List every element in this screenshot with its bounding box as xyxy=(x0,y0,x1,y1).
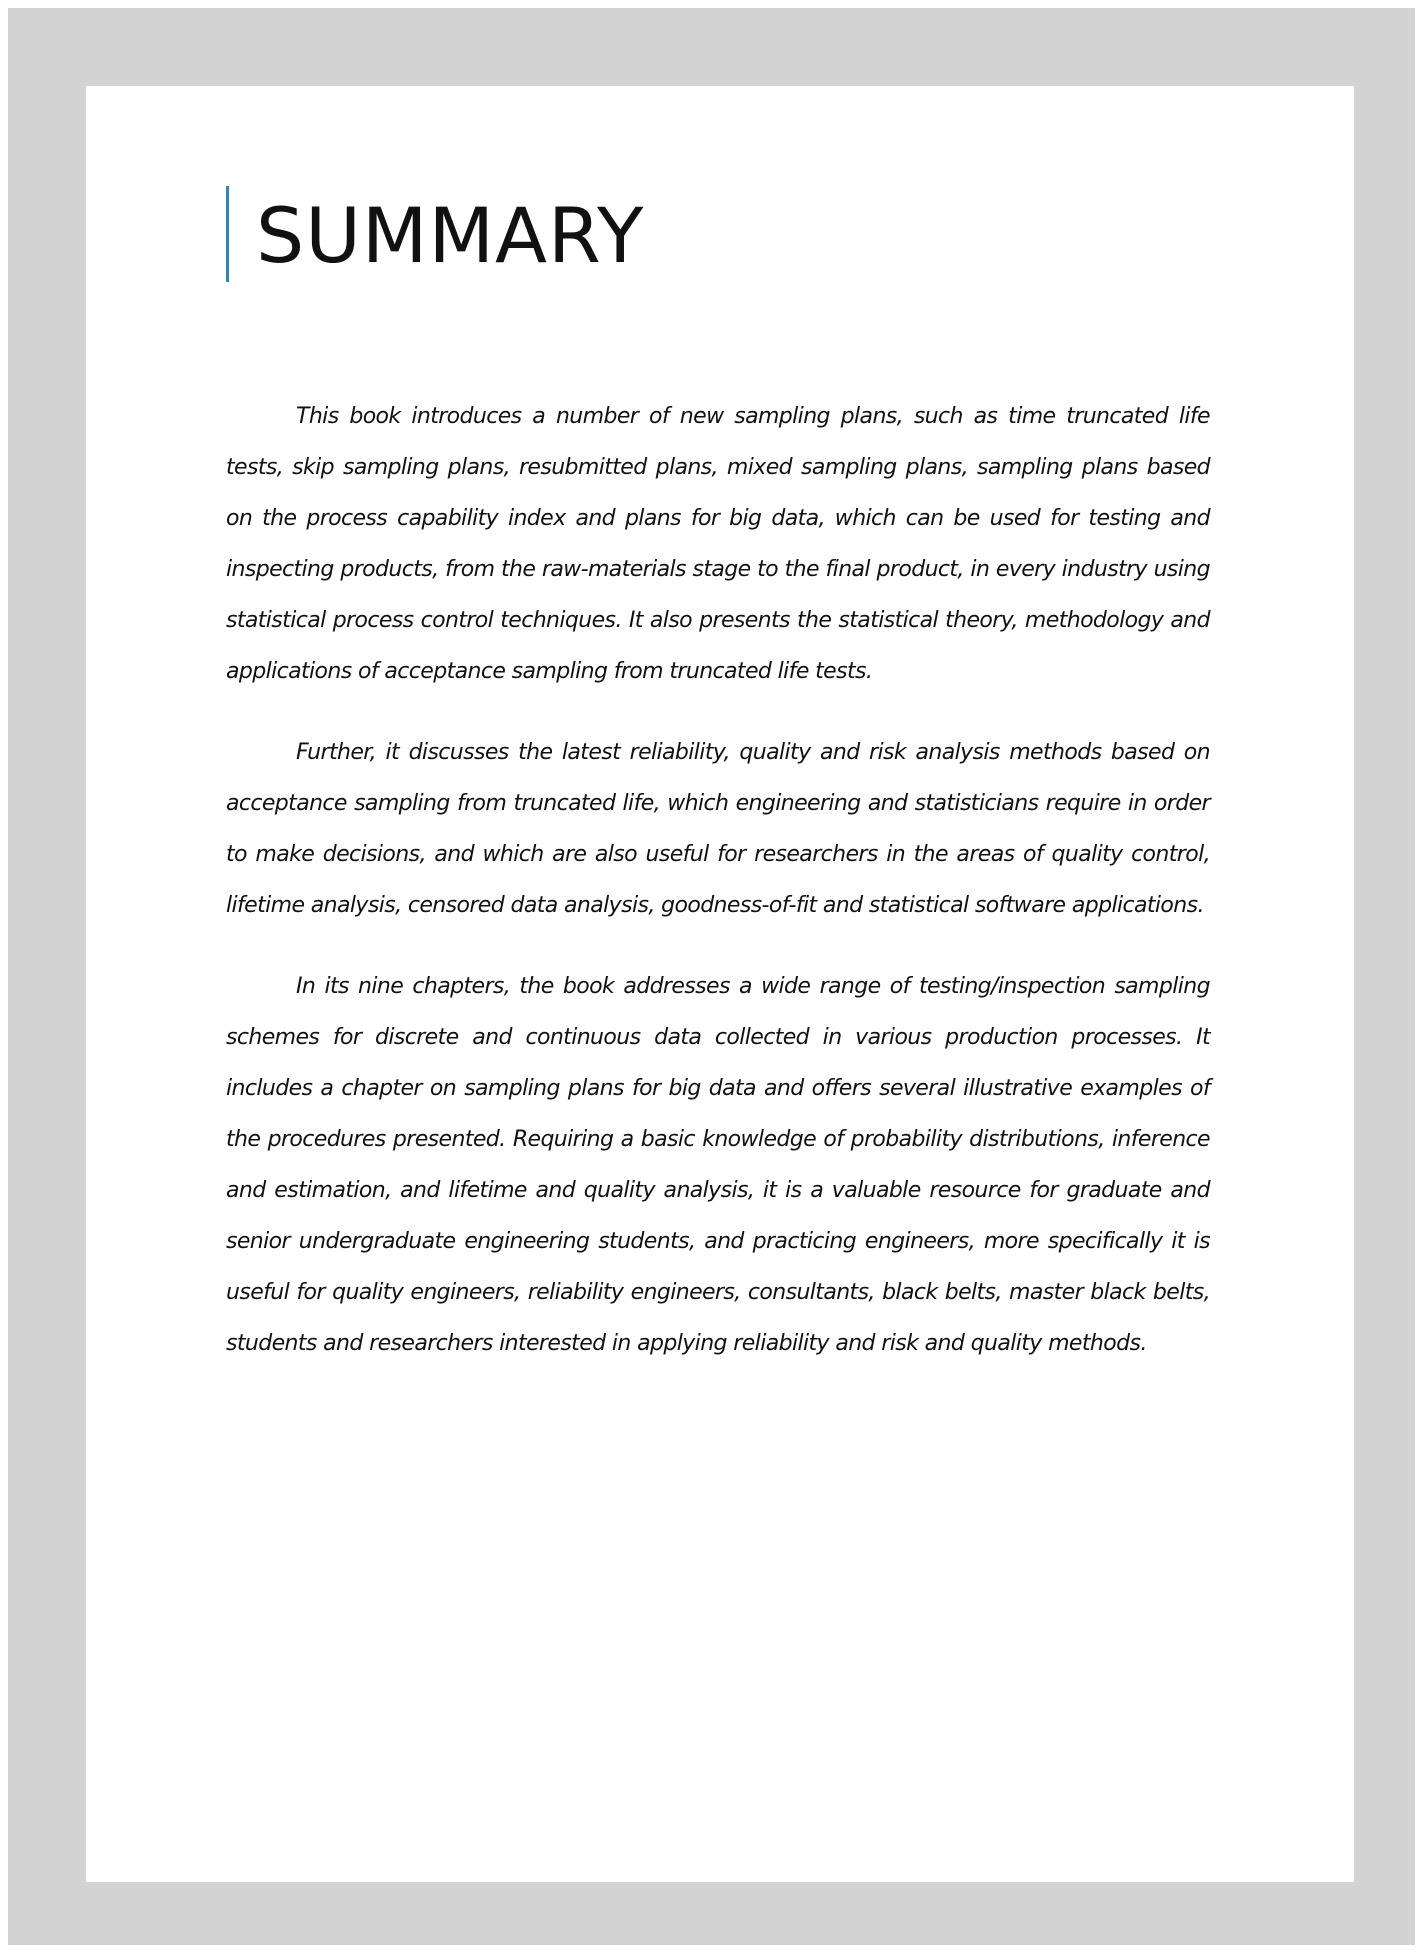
page-title: SUMMARY xyxy=(256,191,645,280)
title-accent-bar xyxy=(226,186,229,282)
document-page xyxy=(86,86,1354,1882)
summary-paragraph-1: This book introduces a number of new sampling plans, such as time truncated life tests, skip sampling plans, resubmitted plans, mixed sampling plans, sampling plans based on the process capability index and plans for big data, which can be used for testing and inspecting products, from the raw-materials stage to the final product, in every industry using statistical process control techniques. It also presents the statistical theory, methodology and applications of acceptance sampling from truncated life tests. xyxy=(226,404,1210,684)
page-frame xyxy=(8,8,1415,1945)
summary-body xyxy=(226,391,1210,1399)
summary-paragraph-2: Further, it discusses the latest reliability, quality and risk analysis methods based on acceptance sampling from truncated life, which engineering and statisticians require in order to make decisions, and which are also useful for researchers in the areas of quality control, lifetime analysis, censored data analysis, goodness-of-fit and statistical software applications. xyxy=(226,740,1210,918)
summary-paragraph-3: In its nine chapters, the book addresses a wide range of testing/inspection sampling schemes for discrete and continuous data collected in various production processes. It includes a chapter on sampling plans for big data and offers several illustrative examples of the procedures presented. Requiring a basic knowledge of probability distributions, inference and estimation, and lifetime and quality analysis, it is a valuable resource for graduate and senior undergraduate engineering students, and practicing engineers, more specifically it is useful for quality engineers, reliability engineers, consultants, black belts, master black belts, students and researchers interested in applying reliability and risk and quality methods. xyxy=(226,974,1210,1356)
